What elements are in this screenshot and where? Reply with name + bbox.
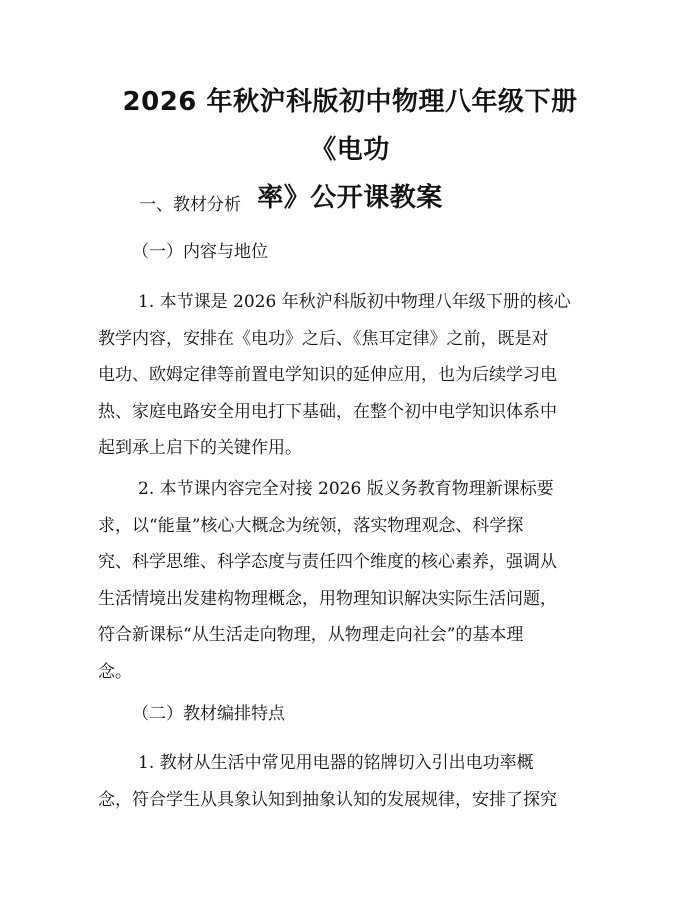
title-line-1: 2026 年秋沪科版初中物理八年级下册《电功 xyxy=(122,87,578,165)
paragraph-3 xyxy=(98,745,606,818)
subsection-heading-content-position: （一）内容与地位 xyxy=(132,242,268,262)
paragraph-line: 电功、欧姆定律等前置电学知识的延伸应用，也为后续学习电 xyxy=(98,365,557,385)
paragraph-line: 符合新课标“从生活走向物理，从物理走向社会”的基本理 xyxy=(98,625,524,645)
paragraph-line: 教学内容，安排在《电功》之后、《焦耳定律》之前，既是对 xyxy=(98,328,549,349)
paragraph-line: 1. 教材从生活中常见用电器的铭牌切入引出电功率概 xyxy=(138,753,534,773)
section-heading-textbook-analysis: 一、教材分析 xyxy=(139,195,241,215)
paragraph-line: 究、科学思维、科学态度与责任四个维度的核心素养，强调从 xyxy=(98,552,557,572)
title-line-2: 率》公开课教案 xyxy=(257,183,443,213)
paragraph-line: 热、家庭电路安全用电打下基础，在整个初中电学知识体系中 xyxy=(98,401,557,422)
paragraph-line: 起到承上启下的关键作用。 xyxy=(98,438,302,458)
paragraph-line: 念，符合学生从具象认知到抽象认知的发展规律，安排了探究 xyxy=(98,789,557,810)
paragraph-2 xyxy=(98,471,606,690)
paragraph-line: 2. 本节课内容完全对接 2026 版义务教育物理新课标要 xyxy=(138,479,554,499)
paragraph-line: 求，以“能量”核心大概念为统领，落实物理观念、科学探 xyxy=(98,515,524,536)
paragraph-1 xyxy=(98,284,606,467)
paragraph-line: 1. 本节课是 2026 年秋沪科版初中物理八年级下册的核心 xyxy=(138,292,571,312)
subsection-heading-textbook-features: （二）教材编排特点 xyxy=(132,704,285,724)
paragraph-line: 念。 xyxy=(98,661,132,682)
paragraph-line: 生活情境出发建构物理概念，用物理知识解决实际生活问题， xyxy=(98,588,557,609)
